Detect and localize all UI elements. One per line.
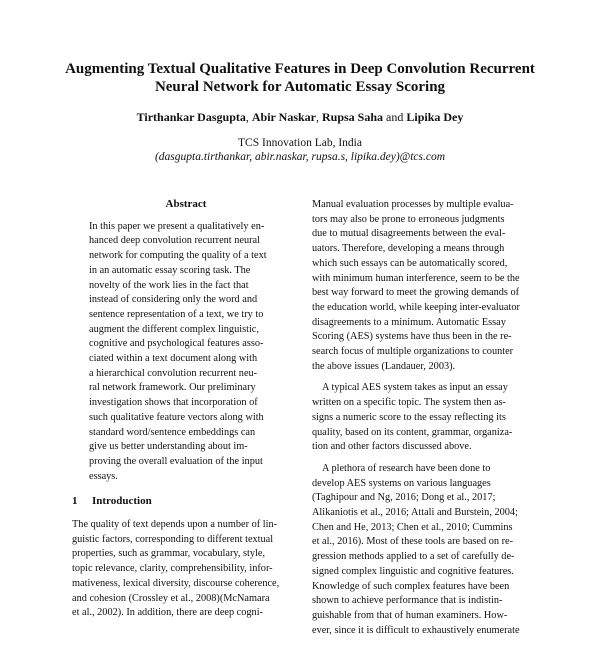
text-line: properties, such as grammar, vocabulary, style, <box>72 548 266 560</box>
text-line: topic relevance, clarity, comprehensibility, infor- <box>72 563 273 575</box>
paragraph <box>312 381 540 455</box>
affiliation: TCS Innovation Lab, India <box>238 137 362 149</box>
text-line: such qualitative feature vectors along with <box>89 411 264 423</box>
text-line: network for computing the quality of a text <box>89 250 267 262</box>
title-line-2: Neural Network for Automatic Essay Scoring <box>154 79 446 95</box>
author-separator: , <box>316 110 322 124</box>
text-line: proving the overall evaluation of the input <box>89 455 263 467</box>
paragraph <box>312 462 540 638</box>
text-line: signs a numeric score to the essay reflecting its <box>312 411 506 423</box>
text-line: Scoring (AES) systems have thus been in the re- <box>312 331 512 343</box>
text-line: a hierarchical convolution recurrent neu- <box>89 367 258 379</box>
text-line: disagreements to a minimum. Automatic Essay <box>312 316 506 328</box>
text-line: written on a specific topic. The system then as- <box>312 397 506 409</box>
introduction-body <box>72 518 300 621</box>
paper-title <box>60 60 540 96</box>
text-line: uators. Therefore, developing a means through <box>312 243 505 255</box>
text-line: ever, since it is difficult to exhaustively enumerate <box>312 624 520 636</box>
text-line: Alikaniotis et al., 2016; Attali and Burstein, 2004; <box>312 507 518 519</box>
text-line: shown to achieve performance that is indistin- <box>312 595 503 607</box>
text-line: the above issues (Landauer, 2003). <box>312 360 456 372</box>
text-line: essays. <box>89 470 118 482</box>
text-line: Manual evaluation processes by multiple evalua- <box>312 199 514 210</box>
text-line: investigation shows that incorporation of <box>89 397 258 409</box>
text-line: with minimum human interference, seem to be the <box>312 272 520 284</box>
text-line: et al., 2016). Most of these tools are based on re- <box>312 536 514 548</box>
text-line: gression methods applied to a set of carefully de- <box>312 551 515 563</box>
title-line-1: Augmenting Textual Qualitative Features in Deep Convolution Recurrent <box>65 61 535 77</box>
text-line: which such essays can be automatically scored, <box>312 257 508 269</box>
text-line: sentence representation of a text, we try to <box>89 308 264 320</box>
text-line: best way forward to meet the growing demands of <box>312 287 520 299</box>
text-line: the education world, while keeping inter-evaluator <box>312 301 520 313</box>
paragraph <box>312 198 540 374</box>
section-title: Introduction <box>92 495 152 508</box>
abstract-heading: Abstract <box>165 198 207 210</box>
right-column <box>312 198 540 645</box>
text-line: search focus of multiple organizations to counter <box>312 346 514 358</box>
text-line: (Taghipour and Ng, 2016; Dong et al., 2017; <box>312 492 496 504</box>
author-3: Rupsa Saha <box>322 110 384 124</box>
text-line: tion and other factors discussed above. <box>312 441 472 453</box>
text-line: hanced deep convolution recurrent neural <box>89 235 260 247</box>
text-line: augment the different complex linguistic, <box>89 323 259 335</box>
text-line: ciated within a text document along with <box>89 353 258 365</box>
text-line: guistic factors, corresponding to different textual <box>72 533 274 545</box>
text-line: A plethora of research have been done to <box>322 462 491 474</box>
text-line: Knowledge of such complex features have been <box>312 580 510 592</box>
author-2: Abir Naskar <box>251 110 316 124</box>
text-line: cognitive and psychological features asso- <box>89 338 264 350</box>
text-line: due to mutual disagreements between the eval- <box>312 228 506 240</box>
text-line: and cohesion (Crossley et al., 2008)(McNamara <box>72 592 270 604</box>
text-line: standard word/sentence embeddings can <box>89 426 256 438</box>
section-number: 1 <box>72 495 78 508</box>
text-line: develop AES systems on various languages <box>312 477 491 489</box>
author-conjunction: and <box>383 110 407 124</box>
text-line: tors may also be prone to erroneous judgments <box>312 213 505 225</box>
section-heading-introduction <box>72 494 300 509</box>
affiliation-block <box>60 136 540 164</box>
text-line: novelty of the work lies in the fact that <box>89 279 249 291</box>
text-line: In this paper we present a qualitatively en- <box>89 220 265 232</box>
text-line: instead of considering only the word and <box>89 294 258 306</box>
abstract-body <box>72 220 300 485</box>
author-separator: , <box>245 110 252 124</box>
text-line: Chen and He, 2013; Chen et al., 2010; Cummins <box>312 521 513 533</box>
text-line: mativeness, lexical diversity, discourse coherence, <box>72 577 280 589</box>
author-4: Lipika Dey <box>406 110 464 124</box>
author-list <box>60 110 540 124</box>
left-column <box>72 197 300 621</box>
text-line: signed complex linguistic and cognitive features. <box>312 565 514 577</box>
text-line: et al., 2002). In addition, there are deep cogni- <box>72 607 263 619</box>
text-line: give us better understanding about im- <box>89 441 248 453</box>
author-emails: (dasgupta.tirthankar, abir.naskar, rupsa.s, lipika.dey)@tcs.com <box>154 151 446 163</box>
text-line: in an automatic essay scoring task. The <box>89 264 251 276</box>
text-line: A typical AES system takes as input an essay <box>322 382 508 394</box>
text-line: The quality of text depends upon a number of lin- <box>72 519 278 531</box>
author-1: Tirthankar Dasgupta <box>136 110 246 124</box>
text-line: quality, based on its content, grammar, organiza- <box>312 426 513 438</box>
text-line: guishable from that of human examiners. How- <box>312 609 508 621</box>
text-line: ral network framework. Our preliminary <box>89 382 256 394</box>
